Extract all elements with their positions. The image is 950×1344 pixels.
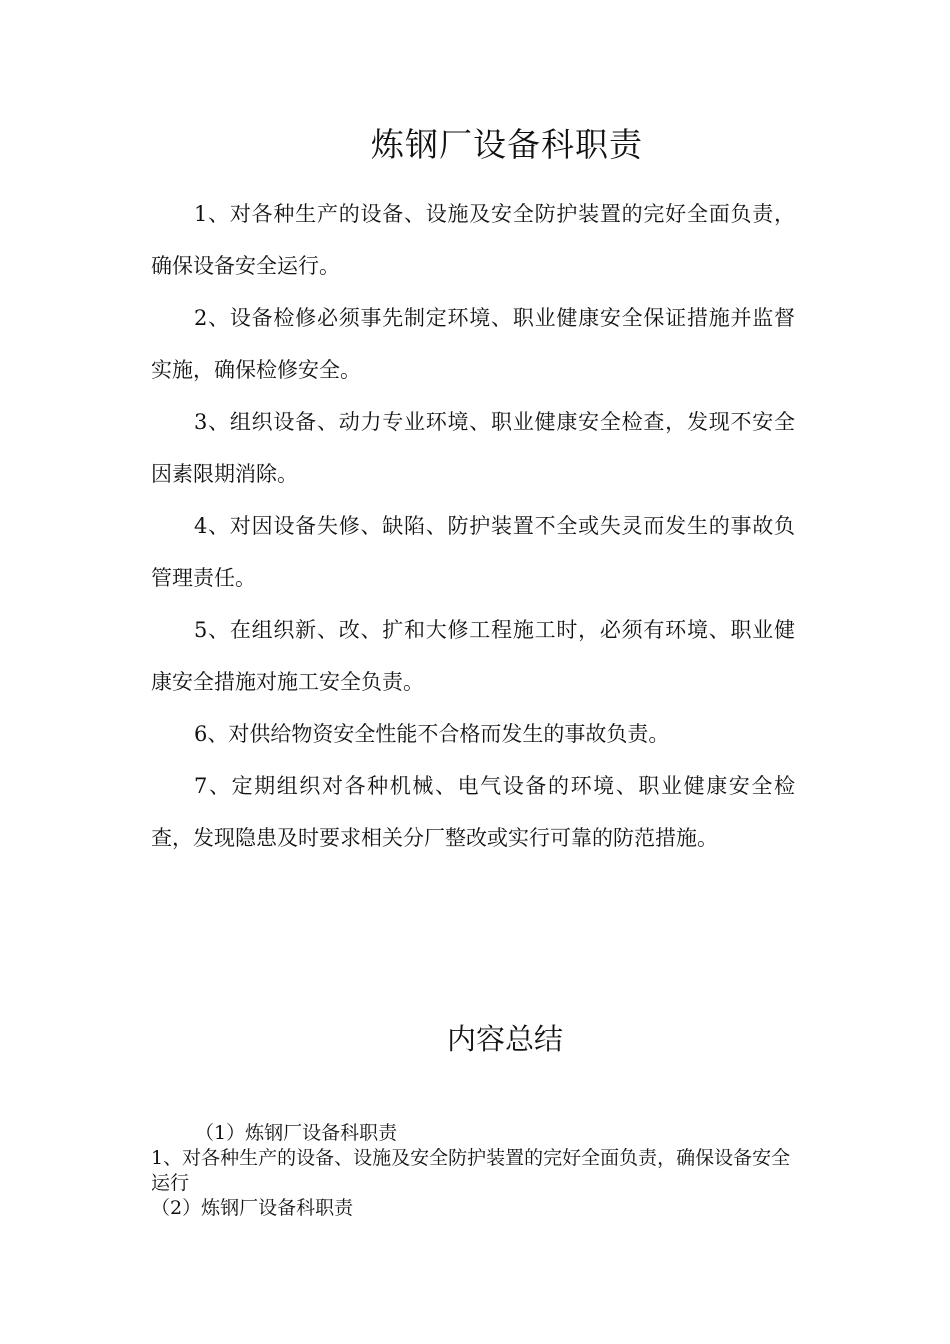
document-title: 炼钢厂设备科职责 (371, 125, 643, 164)
paragraph-1: 1、对各种生产的设备、设施及安全防护装置的完好全面负责，确保设备安全运行。 (151, 202, 795, 278)
summary-item-1: （1）炼钢厂设备科职责 (195, 1122, 398, 1144)
paragraph-2: 2、设备检修必须事先制定环境、职业健康安全保证措施并监督实施，确保检修安全。 (151, 306, 795, 382)
paragraph-6: 6、对供给物资安全性能不合格而发生的事故负责。 (194, 722, 670, 746)
paragraph-7: 7、定期组织对各种机械、电气设备的环境、职业健康安全检查，发现隐患及时要求相关分厂整改或实行可靠的防范措施。 (151, 774, 795, 850)
summary-item-2: 1、对各种生产的设备、设施及安全防护装置的完好全面负责，确保设备安全运行 (151, 1147, 791, 1194)
summary-item-3: （2）炼钢厂设备科职责 (151, 1197, 354, 1219)
paragraph-3: 3、组织设备、动力专业环境、职业健康安全检查，发现不安全因素限期消除。 (151, 410, 795, 486)
summary-title: 内容总结 (446, 1022, 563, 1056)
summary-section (151, 1121, 795, 1221)
paragraph-4: 4、对因设备失修、缺陷、防护装置不全或失灵而发生的事故负管理责任。 (151, 514, 795, 590)
document-body (151, 188, 795, 864)
paragraph-5: 5、在组织新、改、扩和大修工程施工时，必须有环境、职业健康安全措施对施工安全负责。 (151, 618, 795, 694)
